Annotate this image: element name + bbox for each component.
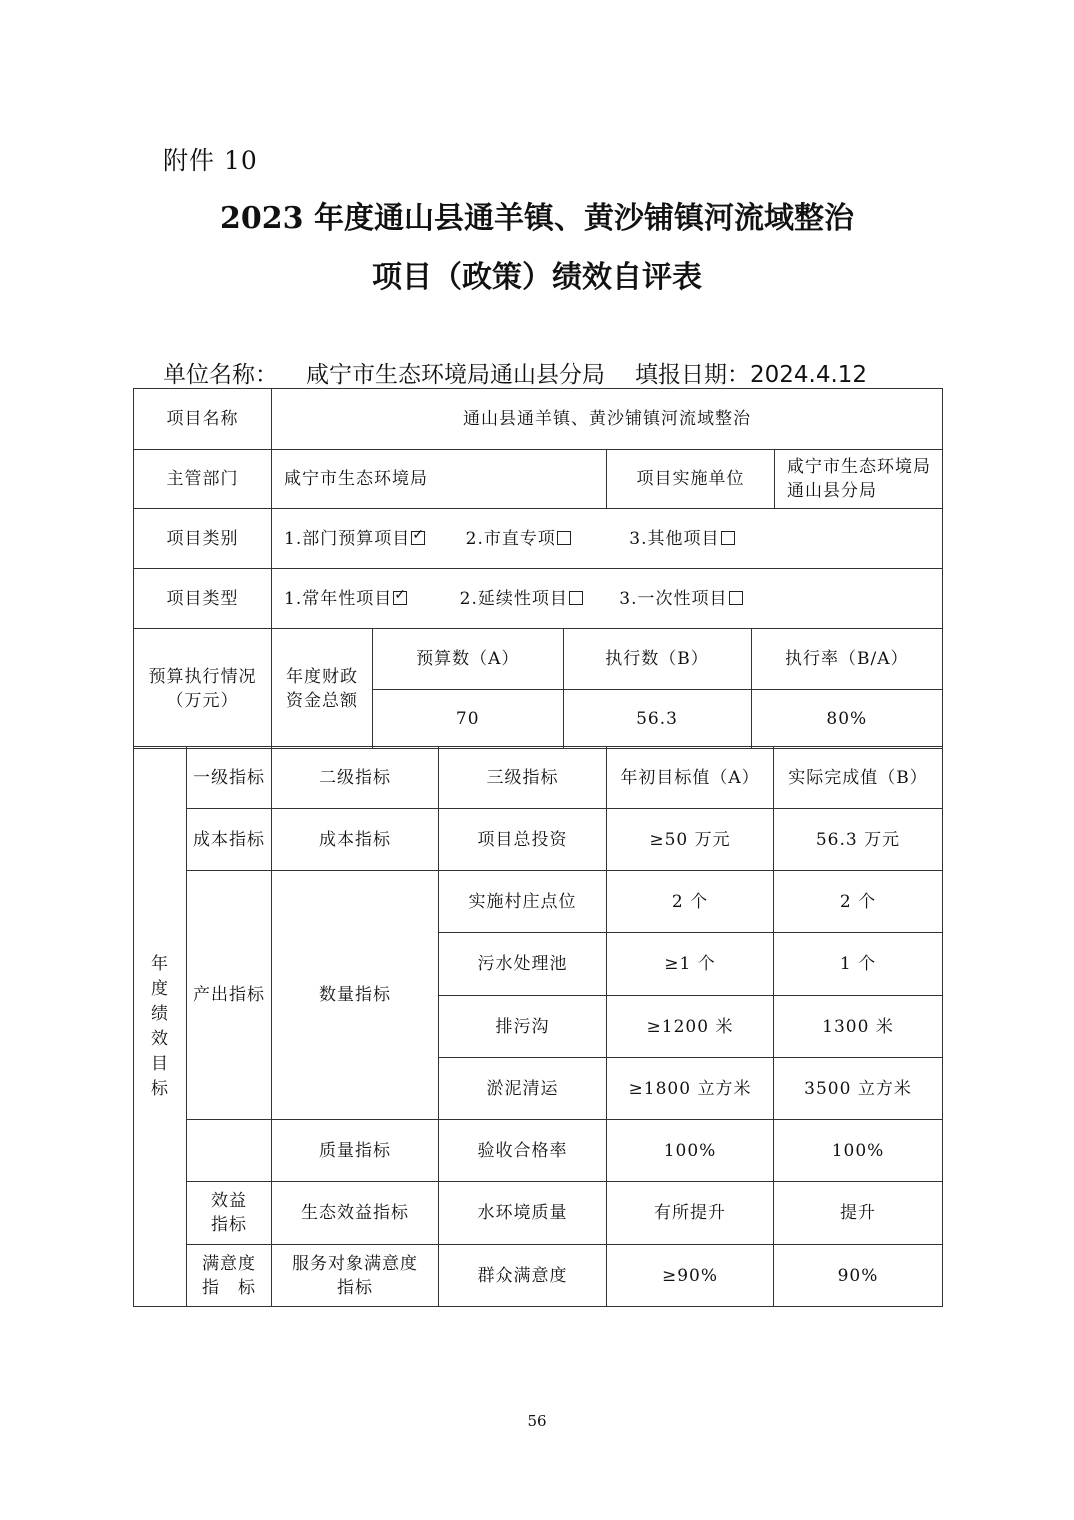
unit-value: 咸宁市生态环境局通山县分局 xyxy=(306,362,605,388)
quantity-target: 2 个 xyxy=(607,871,774,933)
page-subtitle: 项目（政策）绩效自评表 xyxy=(372,260,702,295)
page-number: 56 xyxy=(527,1412,547,1430)
project-name-label: 项目名称 xyxy=(134,389,272,450)
indicator-header: 二级指标 xyxy=(272,747,439,809)
checkbox-checked-icon[interactable] xyxy=(393,591,407,605)
budget-label: 预算执行情况（万元） xyxy=(134,629,272,749)
quantity-level3: 淤泥清运 xyxy=(439,1058,607,1120)
quantity-level2: 数量指标 xyxy=(272,871,439,1120)
budget-value: 80% xyxy=(751,689,942,748)
indicator-header: 年初目标值（A） xyxy=(607,747,774,809)
category-options xyxy=(272,509,943,569)
quantity-level3: 排污沟 xyxy=(439,996,607,1058)
quality-level2: 质量指标 xyxy=(272,1120,439,1182)
quality-actual: 100% xyxy=(774,1120,943,1182)
quantity-level3: 实施村庄点位 xyxy=(439,871,607,933)
type-option-2[interactable] xyxy=(460,587,583,611)
satisfaction-level2: 服务对象满意度指标 xyxy=(272,1245,439,1307)
indicator-table xyxy=(133,746,943,1307)
quality-level1-empty xyxy=(187,1120,272,1182)
dept-value: 咸宁市生态环境局 xyxy=(272,450,607,509)
category-option-2[interactable] xyxy=(466,527,571,551)
type-options xyxy=(272,569,943,629)
fund-label: 年度财政资金总额 xyxy=(272,629,373,749)
project-name-value: 通山县通羊镇、黄沙铺镇河流域整治 xyxy=(272,389,943,450)
dept-label: 主管部门 xyxy=(134,450,272,509)
satisfaction-target: ≥90% xyxy=(607,1245,774,1307)
budget-header: 执行数（B） xyxy=(563,629,751,689)
satisfaction-actual: 90% xyxy=(774,1245,943,1307)
date-label: 填报日期： xyxy=(635,362,750,388)
quantity-level3: 污水处理池 xyxy=(439,933,607,996)
checkbox-icon[interactable] xyxy=(569,591,583,605)
cost-actual: 56.3 万元 xyxy=(774,809,943,871)
type-option-1[interactable] xyxy=(284,587,407,611)
satisfaction-level3: 群众满意度 xyxy=(439,1245,607,1307)
budget-value: 70 xyxy=(455,708,480,729)
quality-target: 100% xyxy=(607,1120,774,1182)
unit-label: 单位名称： xyxy=(163,362,278,388)
checkbox-checked-icon[interactable] xyxy=(411,531,425,545)
budget-header: 预算数（A） xyxy=(373,629,563,689)
satisfaction-level1: 满意度指 标 xyxy=(187,1245,272,1307)
annual-goals-label: 年度绩效目标 xyxy=(134,747,187,1307)
cost-level1: 成本指标 xyxy=(187,809,272,871)
category-label: 项目类别 xyxy=(134,509,272,569)
impl-value: 咸宁市生态环境局通山县分局 xyxy=(775,450,943,509)
cost-target: ≥50 万元 xyxy=(607,809,774,871)
category-option-1[interactable] xyxy=(284,527,425,551)
budget-block xyxy=(373,629,943,749)
budget-header: 执行率（B/A） xyxy=(751,629,942,689)
impl-label: 项目实施单位 xyxy=(607,450,775,509)
quantity-actual: 3500 立方米 xyxy=(774,1058,943,1120)
quality-level3: 验收合格率 xyxy=(439,1120,607,1182)
type-label: 项目类型 xyxy=(134,569,272,629)
unit-info-line xyxy=(163,356,867,389)
benefit-level2: 生态效益指标 xyxy=(272,1182,439,1245)
quantity-actual: 1300 米 xyxy=(774,996,943,1058)
category-option-1-label: 1.部门预算项目 xyxy=(284,528,411,549)
output-level1: 产出指标 xyxy=(187,871,272,1120)
cost-level2: 成本指标 xyxy=(272,809,439,871)
category-option-2-label: 2.市直专项 xyxy=(465,528,556,549)
category-option-3-label: 3.其他项目 xyxy=(629,528,720,549)
benefit-actual: 提升 xyxy=(774,1182,943,1245)
quantity-target: ≥1200 米 xyxy=(607,996,774,1058)
quantity-target: ≥1 个 xyxy=(607,933,774,996)
attachment-label: 附件 10 xyxy=(163,146,258,175)
evaluation-table xyxy=(133,388,943,749)
benefit-level1: 效益指标 xyxy=(187,1182,272,1245)
cost-level3: 项目总投资 xyxy=(439,809,607,871)
type-option-3[interactable] xyxy=(619,587,742,611)
quantity-actual: 1 个 xyxy=(774,933,943,996)
page-title: 2023 年度通山县通羊镇、黄沙铺镇河流域整治 xyxy=(220,201,854,236)
benefit-level3: 水环境质量 xyxy=(439,1182,607,1245)
date-value: 2024.4.12 xyxy=(750,362,868,388)
quantity-target: ≥1800 立方米 xyxy=(607,1058,774,1120)
category-option-3[interactable] xyxy=(629,527,734,551)
benefit-target: 有所提升 xyxy=(607,1182,774,1245)
quantity-actual: 2 个 xyxy=(774,871,943,933)
indicator-header: 实际完成值（B） xyxy=(774,747,943,809)
budget-value: 56.3 xyxy=(563,689,751,748)
checkbox-icon[interactable] xyxy=(729,591,743,605)
type-option-3-label: 3.一次性项目 xyxy=(619,588,728,609)
indicator-header: 三级指标 xyxy=(439,747,607,809)
indicator-header: 一级指标 xyxy=(187,747,272,809)
type-option-2-label: 2.延续性项目 xyxy=(459,588,568,609)
checkbox-icon[interactable] xyxy=(721,531,735,545)
checkbox-icon[interactable] xyxy=(557,531,571,545)
type-option-1-label: 1.常年性项目 xyxy=(284,588,393,609)
